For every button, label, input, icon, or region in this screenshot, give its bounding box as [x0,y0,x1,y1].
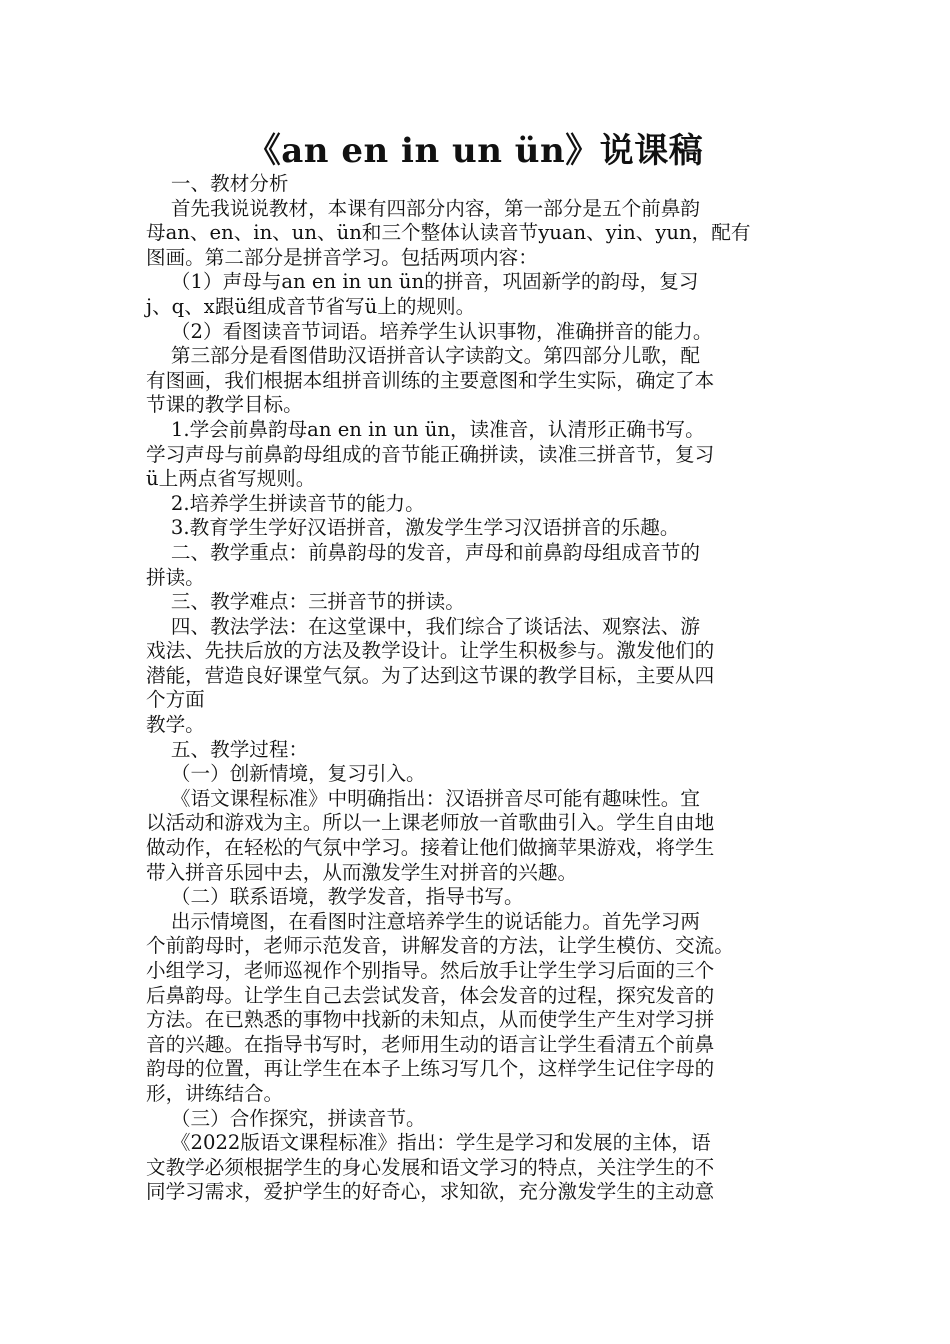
document-body [146,172,811,1205]
body-line: 音的兴趣。在指导书写时，老师用生动的语言让学生看清五个前鼻 [146,1032,715,1056]
body-line: 做动作，在轻松的气氛中学习。接着让他们做摘苹果游戏，将学生 [146,836,715,860]
body-line: 节课的教学目标。 [146,393,303,417]
body-line: 拼读。 [146,565,205,589]
document-title: 《an en in un ün》说课稿 [246,131,704,171]
body-line: ü上两点省写规则。 [146,467,316,491]
body-line: 2.培养学生拼读音节的能力。 [146,491,425,515]
body-line: 母an、en、in、un、ün和三个整体认读音节yuan、yin、yun，配有 [146,221,751,245]
body-line: j、q、x跟ü组成音节省写ü上的规则。 [146,294,476,318]
body-line: 三、教学难点：三拼音节的拼读。 [146,590,465,614]
body-line: 出示情境图，在看图时注意培养学生的说话能力。首先学习两 [146,909,700,933]
body-line: 潜能，营造良好课堂气氛。为了达到这节课的教学目标，主要从四 [146,663,715,687]
body-line: （一）创新情境，复习引入。 [146,762,426,786]
body-line: 文教学必须根据学生的身心发展和语文学习的特点，关注学生的不 [146,1155,715,1179]
body-line: 戏法、先扶后放的方法及教学设计。让学生积极参与。激发他们的 [146,639,715,663]
body-line: 四、教法学法：在这堂课中，我们综合了谈话法、观察法、游 [146,614,700,638]
body-line: 韵母的位置，再让学生在本子上练习写几个，这样学生记住字母的 [146,1057,715,1081]
body-line: （二）联系语境，教学发音，指导书写。 [146,885,524,909]
body-line: 五、教学过程： [146,737,309,761]
body-line: 图画。第二部分是拼音学习。包括两项内容： [146,245,538,269]
body-line: 学习声母与前鼻韵母组成的音节能正确拼读，读准三拼音节，复习 [146,442,715,466]
body-line: 方法。在已熟悉的事物中找新的未知点，从而使学生产生对学习拼 [146,1008,715,1032]
body-line: 小组学习，老师巡视作个别指导。然后放手让学生学习后面的三个 [146,959,715,982]
body-line: 二、教学重点：前鼻韵母的发音，声母和前鼻韵母组成音节的 [146,540,700,564]
body-line: （三）合作探究，拼读音节。 [146,1106,426,1130]
body-line: 以活动和游戏为主。所以一上课老师放一首歌曲引入。学生自由地 [146,811,715,835]
body-line: （1）声母与an en in un ün的拼音，巩固新学的韵母，复习 [146,270,699,294]
body-line: 后鼻韵母。让学生自己去尝试发音，体会发音的过程，探究发音的 [146,983,715,1007]
body-line: 教学。 [146,713,205,737]
body-line: 《语文课程标准》中明确指出：汉语拼音尽可能有趣味性。宜 [146,786,700,810]
body-line: 3.教育学生学好汉语拼音，激发学生学习汉语拼音的乐趣。 [146,516,680,540]
body-line: 首先我说说教材，本课有四部分内容，第一部分是五个前鼻韵 [146,196,700,220]
body-line: 带入拼音乐园中去，从而激发学生对拼音的兴趣。 [146,860,578,884]
body-line: 1.学会前鼻韵母an en in un ün，读准音，认清形正确书写。 [146,417,705,441]
body-line: 个方面 [146,688,205,712]
body-line: 同学习需求，爱护学生的好奇心，求知欲，充分激发学生的主动意 [146,1180,715,1204]
body-line: 个前韵母时，老师示范发音，讲解发音的方法，让学生模仿、交流。 [146,934,734,958]
body-line: 一、教材分析 [146,172,289,195]
body-line: 第三部分是看图借助汉语拼音认字读韵文。第四部分儿歌，配 [146,344,700,368]
body-line: 《2022版语文课程标准》指出：学生是学习和发展的主体，语 [146,1131,711,1155]
body-line: 有图画，我们根据本组拼音训练的主要意图和学生实际，确定了本 [146,368,715,392]
body-line: 形，讲练结合。 [146,1081,284,1105]
body-line: （2）看图读音节词语。培养学生认识事物，准确拼音的能力。 [146,319,713,343]
